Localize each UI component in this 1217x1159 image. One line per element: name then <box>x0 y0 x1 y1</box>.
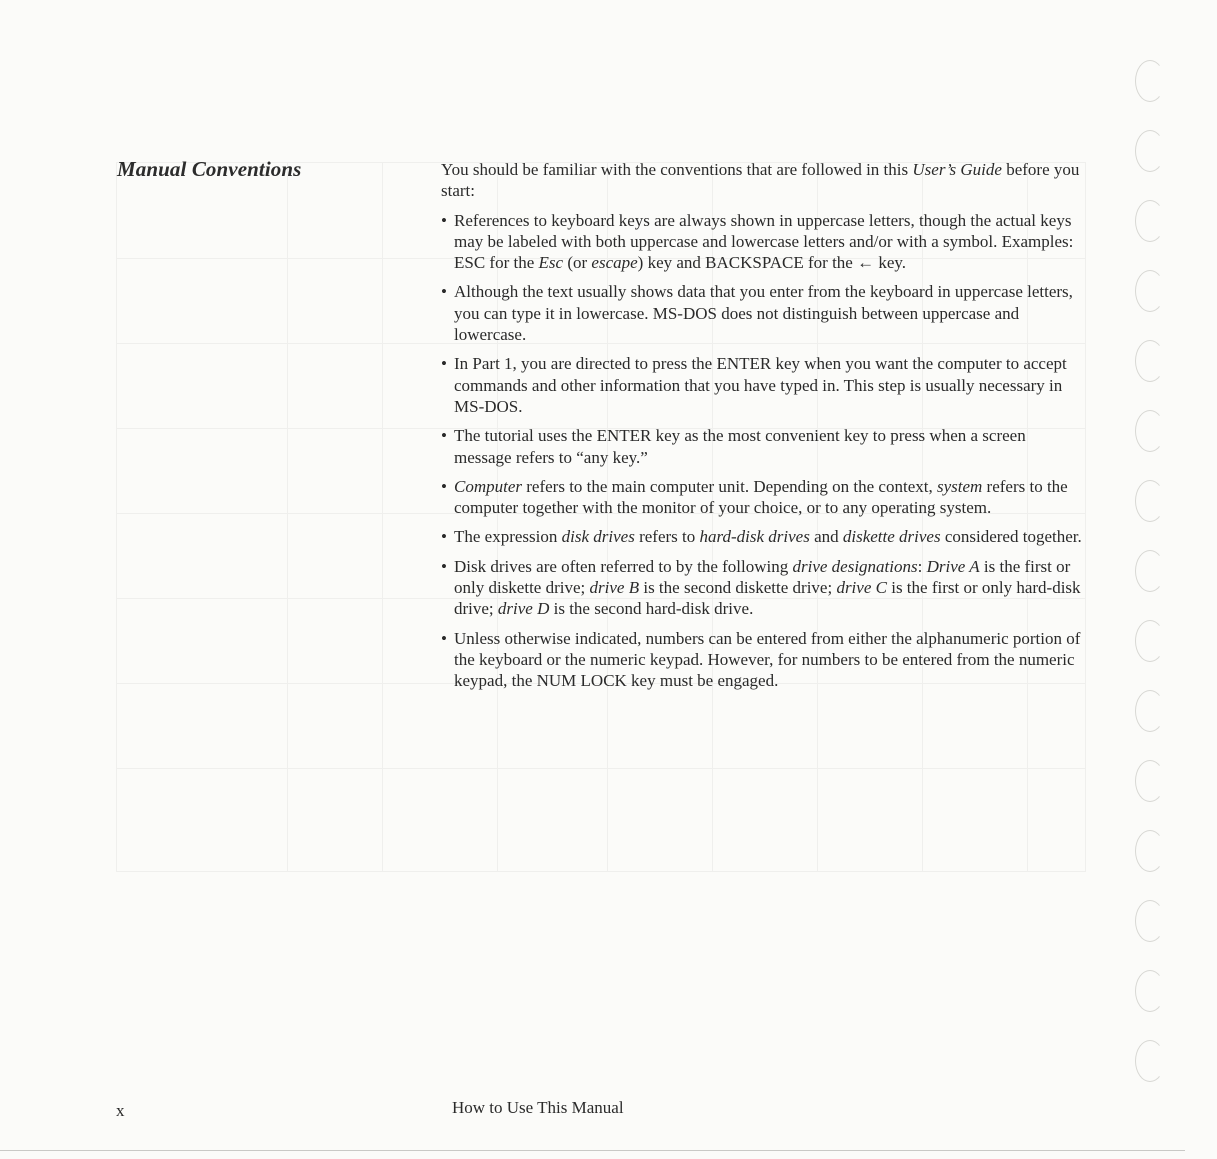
binder-hole <box>1135 130 1165 172</box>
text-run: In Part 1, you are directed to press the ENTER key when you want the computer to accept commands and other information that you have typed in. This step is usually necessary in MS-DOS. <box>454 354 1067 416</box>
text-run: is the first or only diskette drive; <box>454 556 1071 598</box>
binder-hole <box>1135 970 1165 1012</box>
intro-text-pre: You should be familiar with the conventions that are followed in this <box>441 160 913 179</box>
text-run: is the second hard-disk drive. <box>549 599 754 619</box>
emphasized-term: escape <box>591 253 638 273</box>
emphasized-term: system <box>936 476 983 496</box>
binder-hole <box>1135 480 1165 522</box>
bullet-glyph: • <box>441 426 447 446</box>
emphasized-term: Computer <box>454 476 522 496</box>
text-run: considered together. <box>940 527 1082 547</box>
binder-hole <box>1135 690 1165 732</box>
emphasized-term: drive designations <box>792 556 918 576</box>
text-run: ) key and BACKSPACE for the ← key. <box>637 253 907 273</box>
binder-hole <box>1135 760 1165 802</box>
text-run: refers to the computer together with the monitor of your choice, or to any operating system. <box>454 476 1068 518</box>
emphasized-term: Drive A <box>926 556 980 576</box>
binder-hole <box>1135 340 1165 382</box>
intro-text-emphasis: User’s Guide <box>912 160 1002 179</box>
section-heading: Manual Conventions <box>117 157 302 181</box>
running-footer: How to Use This Manual <box>452 1098 624 1117</box>
binder-holes <box>1135 60 1167 1120</box>
list-item <box>441 281 1086 345</box>
bullet-glyph: • <box>441 527 447 547</box>
bullet-glyph: • <box>441 476 447 496</box>
text-run: refers to <box>634 527 700 547</box>
text-run: (or <box>563 253 592 273</box>
binder-hole <box>1135 60 1165 102</box>
intro-paragraph <box>441 159 1086 202</box>
page-number: x <box>116 1101 125 1120</box>
text-run: and <box>809 527 843 547</box>
text-run: is the second diskette drive; <box>639 578 837 598</box>
text-run: : <box>917 556 927 576</box>
emphasized-term: hard-disk drives <box>699 527 810 547</box>
text-run: The tutorial uses the ENTER key as the most convenient key to press when a screen message refers to “any key.” <box>454 426 1026 467</box>
list-item <box>441 628 1086 692</box>
binder-hole <box>1135 410 1165 452</box>
text-run: is the first or only hard-disk drive; <box>454 578 1081 619</box>
binder-hole <box>1135 550 1165 592</box>
binder-hole <box>1135 900 1165 942</box>
emphasized-term: disk drives <box>561 527 635 547</box>
emphasized-term: drive D <box>497 599 550 619</box>
bullet-glyph: • <box>441 282 447 302</box>
list-item <box>441 556 1086 620</box>
bullet-glyph: • <box>441 210 447 230</box>
list-item <box>441 353 1086 417</box>
binder-hole <box>1135 1040 1165 1082</box>
text-run: The expression <box>454 527 562 547</box>
conventions-text <box>441 159 1086 700</box>
text-run: refers to the main computer unit. Depending on the context, <box>522 476 937 496</box>
bullet-glyph: • <box>441 556 447 576</box>
binder-hole <box>1135 270 1165 312</box>
bullet-glyph: • <box>441 354 447 374</box>
binder-hole <box>1135 620 1165 662</box>
text-run: References to keyboard keys are always shown in uppercase letters, though the actual keys may be labeled with both uppercase and lowercase letters and/or with a symbol. Examples: ESC for the <box>454 210 1074 273</box>
emphasized-term: Esc <box>538 253 564 273</box>
list-item <box>441 425 1086 468</box>
text-run: Although the text usually shows data that you enter from the keyboard in uppercase letters, you can type it in lowercase. MS-DOS does not distinguish between uppercase and lowercase. <box>454 282 1073 345</box>
intro-text-post: before you start: <box>441 160 1080 201</box>
binder-hole <box>1135 200 1165 242</box>
conventions-list <box>441 210 1086 692</box>
emphasized-term: diskette drives <box>842 527 941 547</box>
page-bottom-edge <box>0 1150 1185 1151</box>
emphasized-term: drive B <box>589 578 640 598</box>
list-item <box>441 210 1086 274</box>
text-run: Unless otherwise indicated, numbers can be entered from either the alphanumeric portion of the keyboard or the numeric keypad. However, for numbers to be entered from the numeric keypad, the NUM LOCK key must be engaged. <box>454 628 1081 691</box>
binder-hole <box>1135 830 1165 872</box>
bullet-glyph: • <box>441 628 447 648</box>
list-item <box>441 476 1086 519</box>
text-run: Disk drives are often referred to by the following <box>454 556 793 576</box>
list-item <box>441 526 1086 547</box>
emphasized-term: drive C <box>836 578 887 598</box>
